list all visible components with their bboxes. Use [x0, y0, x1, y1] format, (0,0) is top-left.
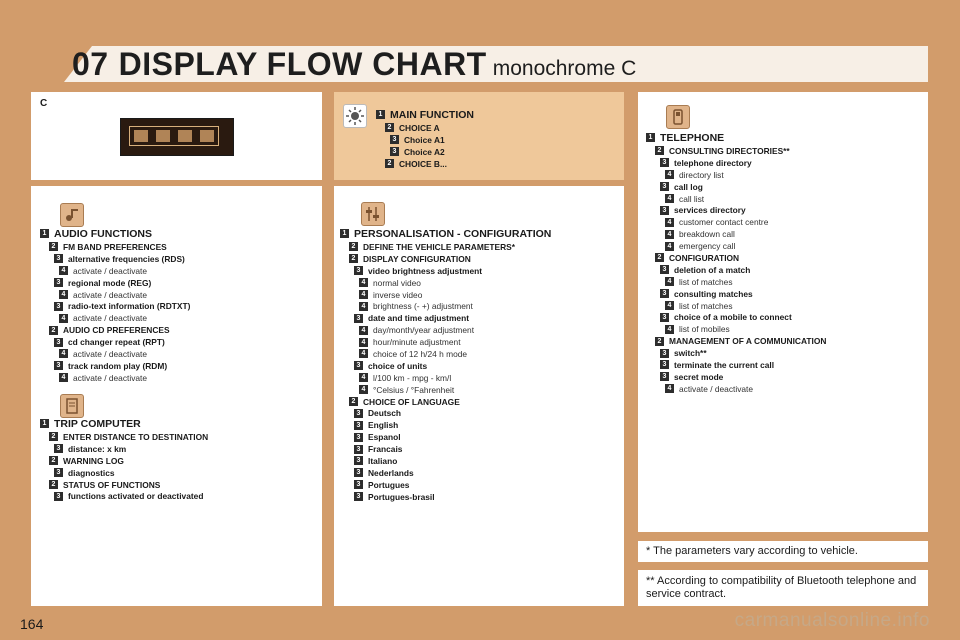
flow-item-label: activate / deactivate: [73, 289, 148, 300]
flow-item-label: choice of a mobile to connect: [674, 312, 792, 323]
flow-item-level-3: [646, 347, 826, 359]
flow-item-label: track random play (RDM): [68, 360, 168, 371]
flow-item-label: deletion of a match: [674, 264, 751, 275]
level-badge: 3: [54, 254, 63, 263]
level-badge: 4: [59, 314, 68, 323]
flow-item-label: English: [368, 420, 399, 431]
flow-item-level-4: [646, 193, 826, 205]
flow-item-label: brightness (- +) adjustment: [373, 301, 473, 312]
level-badge: 3: [354, 421, 363, 430]
level-badge: 4: [665, 242, 674, 251]
flow-item-label: TRIP COMPUTER: [54, 417, 141, 430]
level-badge: 1: [376, 110, 385, 119]
flow-item-label: Espanol: [368, 432, 401, 443]
flow-item-level-3: [340, 407, 551, 419]
flow-item-label: Choice A2: [404, 146, 445, 157]
flow-item-level-1: [40, 226, 190, 241]
title-main: DISPLAY FLOW CHART: [118, 46, 487, 82]
flow-item-level-2: [40, 479, 208, 491]
flow-item-level-3: [40, 277, 190, 289]
level-badge: 3: [54, 492, 63, 501]
level-badge: 2: [49, 432, 58, 441]
flow-item-label: CHOICE A: [399, 122, 440, 133]
level-badge: 3: [354, 456, 363, 465]
flow-item-level-4: [340, 384, 551, 396]
level-badge: 4: [359, 290, 368, 299]
flow-item-level-3: [40, 300, 190, 312]
brightness-icon: [343, 104, 367, 128]
flow-item-label: CONFIGURATION: [669, 252, 740, 263]
page-title: [72, 46, 636, 84]
level-badge: 3: [660, 182, 669, 191]
level-badge: 4: [665, 384, 674, 393]
flow-item-label: DEFINE THE VEHICLE PARAMETERS*: [363, 241, 516, 252]
flow-item-level-2: [376, 158, 474, 170]
level-badge: 3: [354, 433, 363, 442]
level-badge: 3: [354, 361, 363, 370]
level-badge: 3: [354, 314, 363, 323]
flow-item-level-2: [40, 241, 190, 253]
level-badge: 2: [349, 397, 358, 406]
level-badge: 3: [54, 302, 63, 311]
flow-item-level-3: [340, 479, 551, 491]
level-badge: 3: [660, 360, 669, 369]
flow-item-label: radio-text information (RDTXT): [68, 301, 191, 312]
flow-item-level-3: [340, 467, 551, 479]
flow-item-level-4: [340, 277, 551, 289]
flow-item-level-4: [646, 240, 826, 252]
level-badge: 4: [359, 373, 368, 382]
flow-item-label: STATUS OF FUNCTIONS: [63, 479, 161, 490]
level-badge: 3: [354, 445, 363, 454]
level-badge: 4: [665, 218, 674, 227]
footnote-bluetooth: ** According to compatibility of Bluetooth telephone and service contract.: [646, 575, 917, 600]
flow-item-label: directory list: [679, 169, 724, 180]
level-badge: 1: [40, 419, 49, 428]
level-badge: 2: [349, 254, 358, 263]
flow-item-label: choice of units: [368, 360, 428, 371]
level-badge: 3: [660, 289, 669, 298]
flow-item-label: Portugues-brasil: [368, 491, 435, 502]
flow-item-level-3: [646, 288, 826, 300]
flow-item-level-4: [340, 289, 551, 301]
flow-item-label: diagnostics: [68, 467, 115, 478]
flow-item-label: Francais: [368, 444, 403, 455]
flow-item-level-3: [40, 336, 190, 348]
flow-item-label: activate / deactivate: [73, 348, 148, 359]
flow-item-label: Deutsch: [368, 408, 402, 419]
flow-item-label: consulting matches: [674, 288, 753, 299]
audio-icon: [60, 203, 84, 227]
level-badge: 4: [665, 325, 674, 334]
flow-item-level-3: [340, 455, 551, 467]
settings-icon: [361, 202, 385, 226]
flow-item-label: hour/minute adjustment: [373, 337, 461, 348]
flow-item-label: activate / deactivate: [73, 372, 148, 383]
flow-item-label: day/month/year adjustment: [373, 325, 475, 336]
level-badge: 3: [354, 492, 363, 501]
c-label: C: [40, 98, 48, 109]
audio-functions-section: [40, 226, 190, 384]
flow-item-label: cd changer repeat (RPT): [68, 337, 165, 348]
flow-item-label: telephone directory: [674, 157, 752, 168]
level-badge: 3: [660, 372, 669, 381]
flow-item-label: normal video: [373, 277, 421, 288]
flow-item-label: CHOICE OF LANGUAGE: [363, 396, 460, 407]
flow-item-label: video brightness adjustment: [368, 265, 483, 276]
flow-item-level-2: [40, 431, 208, 443]
flow-item-level-3: [40, 443, 208, 455]
level-badge: 2: [655, 253, 664, 262]
flow-item-label: FM BAND PREFERENCES: [63, 241, 167, 252]
level-badge: 1: [646, 133, 655, 142]
flow-item-label: Portugues: [368, 479, 410, 490]
flow-item-label: Choice A1: [404, 134, 445, 145]
level-badge: 4: [665, 230, 674, 239]
flow-item-label: °Celsius / °Fahrenheit: [373, 384, 455, 395]
level-badge: 3: [54, 444, 63, 453]
flow-item-level-2: [646, 335, 826, 347]
level-badge: 2: [655, 146, 664, 155]
flow-item-level-4: [646, 276, 826, 288]
flow-item-level-4: [40, 312, 190, 324]
flow-item-label: MAIN FUNCTION: [390, 108, 474, 121]
flow-item-level-3: [340, 360, 551, 372]
flow-item-level-4: [646, 383, 826, 395]
flow-item-level-3: [646, 371, 826, 383]
level-badge: 3: [354, 480, 363, 489]
personalisation-section: [340, 226, 551, 503]
flow-item-label: DISPLAY CONFIGURATION: [363, 253, 471, 264]
flow-item-level-3: [40, 360, 190, 372]
flow-item-level-2: [340, 253, 551, 265]
flow-item-level-3: [646, 204, 826, 216]
footnote-parameters: * The parameters vary according to vehicle.: [646, 545, 858, 557]
flow-item-level-3: [40, 467, 208, 479]
level-badge: 4: [359, 302, 368, 311]
flow-item-label: emergency call: [679, 241, 736, 252]
level-badge: 4: [665, 277, 674, 286]
main-function-section: [376, 107, 474, 170]
display-trip-icon: [156, 130, 170, 142]
trip-computer-icon: [60, 394, 84, 418]
flow-item-level-3: [376, 146, 474, 158]
flow-item-label: activate / deactivate: [73, 313, 148, 324]
level-badge: 1: [340, 229, 349, 238]
level-badge: 4: [665, 194, 674, 203]
flow-item-label: inverse video: [373, 289, 423, 300]
level-badge: 4: [665, 170, 674, 179]
flow-item-label: services directory: [674, 205, 746, 216]
flow-item-level-3: [340, 265, 551, 277]
flow-item-level-3: [340, 491, 551, 503]
flow-item-level-2: [340, 241, 551, 253]
flow-item-label: list of mobiles: [679, 324, 730, 335]
flow-item-label: activate / deactivate: [679, 383, 754, 394]
level-badge: 2: [49, 480, 58, 489]
watermark: carmanualsonline.info: [734, 610, 930, 631]
level-badge: 4: [359, 349, 368, 358]
level-badge: 4: [359, 385, 368, 394]
level-badge: 2: [349, 242, 358, 251]
flow-item-level-4: [40, 289, 190, 301]
level-badge: 3: [54, 338, 63, 347]
flow-item-label: alternative frequencies (RDS): [68, 253, 185, 264]
flow-item-level-4: [40, 348, 190, 360]
flow-item-label: breakdown call: [679, 229, 735, 240]
flow-item-label: l/100 km - mpg - km/l: [373, 372, 452, 383]
flow-item-level-3: [340, 419, 551, 431]
level-badge: 3: [660, 158, 669, 167]
flow-item-label: switch**: [674, 348, 707, 359]
flow-item-label: customer contact centre: [679, 217, 769, 228]
flow-item-label: choice of 12 h/24 h mode: [373, 348, 468, 359]
flow-item-level-3: [646, 311, 826, 323]
level-badge: 2: [385, 159, 394, 168]
trip-computer-section: [40, 416, 208, 502]
flow-item-level-2: [40, 324, 190, 336]
flow-item-level-4: [646, 300, 826, 312]
flow-item-level-4: [646, 228, 826, 240]
level-badge: 4: [59, 290, 68, 299]
flow-item-level-4: [646, 169, 826, 181]
flow-item-label: terminate the current call: [674, 359, 775, 370]
flow-item-label: list of matches: [679, 300, 733, 311]
flow-item-level-1: [40, 416, 208, 431]
level-badge: 3: [660, 206, 669, 215]
flow-item-label: distance: x km: [68, 443, 127, 454]
flow-item-label: list of matches: [679, 276, 733, 287]
title-number: 07: [72, 46, 109, 82]
level-badge: 3: [354, 409, 363, 418]
flow-item-label: MANAGEMENT OF A COMMUNICATION: [669, 336, 827, 347]
level-badge: 3: [354, 266, 363, 275]
flow-item-level-2: [340, 396, 551, 408]
level-badge: 1: [40, 229, 49, 238]
level-badge: 4: [359, 326, 368, 335]
flow-item-level-4: [646, 323, 826, 335]
flow-item-label: call log: [674, 181, 703, 192]
flow-item-level-2: [376, 122, 474, 134]
flow-item-level-1: [646, 130, 826, 145]
level-badge: 2: [49, 242, 58, 251]
level-badge: 3: [354, 468, 363, 477]
level-badge: 3: [660, 313, 669, 322]
level-badge: 3: [390, 135, 399, 144]
flow-item-level-3: [40, 253, 190, 265]
flow-item-level-4: [340, 336, 551, 348]
display-screen-image: [120, 118, 234, 156]
title-sub: monochrome C: [492, 57, 637, 80]
level-badge: 2: [385, 123, 394, 132]
flow-item-level-2: [40, 455, 208, 467]
display-screen-icons: [129, 126, 219, 146]
display-settings-icon: [178, 130, 192, 142]
level-badge: 3: [390, 147, 399, 156]
level-badge: 2: [49, 456, 58, 465]
flow-item-label: ENTER DISTANCE TO DESTINATION: [63, 431, 209, 442]
level-badge: 4: [665, 301, 674, 310]
level-badge: 4: [59, 373, 68, 382]
flow-item-label: regional mode (REG): [68, 277, 152, 288]
flow-item-level-3: [646, 264, 826, 276]
level-badge: 3: [660, 265, 669, 274]
flow-item-label: secret mode: [674, 371, 724, 382]
level-badge: 4: [59, 349, 68, 358]
level-badge: 2: [49, 326, 58, 335]
flow-item-label: Italiano: [368, 455, 398, 466]
flow-item-level-3: [646, 359, 826, 371]
flow-item-level-3: [40, 490, 208, 502]
level-badge: 3: [660, 349, 669, 358]
flow-item-level-3: [340, 312, 551, 324]
flow-item-level-1: [340, 226, 551, 241]
flow-item-label: AUDIO CD PREFERENCES: [63, 325, 170, 336]
flow-item-label: TELEPHONE: [660, 131, 725, 144]
level-badge: 2: [655, 337, 664, 346]
flow-item-level-2: [646, 145, 826, 157]
flow-item-label: Nederlands: [368, 467, 414, 478]
flow-item-level-4: [40, 265, 190, 277]
flow-item-level-4: [40, 372, 190, 384]
flow-item-level-4: [340, 300, 551, 312]
telephone-icon: [666, 105, 690, 129]
flow-item-level-4: [340, 324, 551, 336]
flow-item-level-3: [646, 181, 826, 193]
flow-item-label: AUDIO FUNCTIONS: [54, 227, 152, 240]
flow-item-level-2: [646, 252, 826, 264]
display-telephone-icon: [200, 130, 214, 142]
flow-item-level-3: [646, 157, 826, 169]
page-number: 164: [20, 616, 44, 632]
flow-item-level-1: [376, 107, 474, 122]
flow-item-label: activate / deactivate: [73, 265, 148, 276]
flow-item-label: call list: [679, 193, 705, 204]
level-badge: 3: [54, 278, 63, 287]
level-badge: 4: [359, 338, 368, 347]
flow-item-label: PERSONALISATION - CONFIGURATION: [354, 227, 552, 240]
level-badge: 4: [359, 278, 368, 287]
level-badge: 3: [54, 468, 63, 477]
flow-item-level-4: [340, 348, 551, 360]
flow-item-label: WARNING LOG: [63, 455, 124, 466]
flow-item-level-4: [340, 372, 551, 384]
flow-item-level-3: [340, 431, 551, 443]
flow-item-level-3: [376, 134, 474, 146]
flow-item-level-4: [646, 216, 826, 228]
flow-item-level-3: [340, 443, 551, 455]
flow-item-label: CHOICE B...: [399, 158, 447, 169]
flow-item-label: date and time adjustment: [368, 313, 469, 324]
level-badge: 3: [54, 361, 63, 370]
level-badge: 4: [59, 266, 68, 275]
telephone-section: [646, 130, 826, 395]
flow-item-label: functions activated or deactivated: [68, 491, 204, 502]
flow-item-label: CONSULTING DIRECTORIES**: [669, 145, 790, 156]
display-audio-icon: [134, 130, 148, 142]
